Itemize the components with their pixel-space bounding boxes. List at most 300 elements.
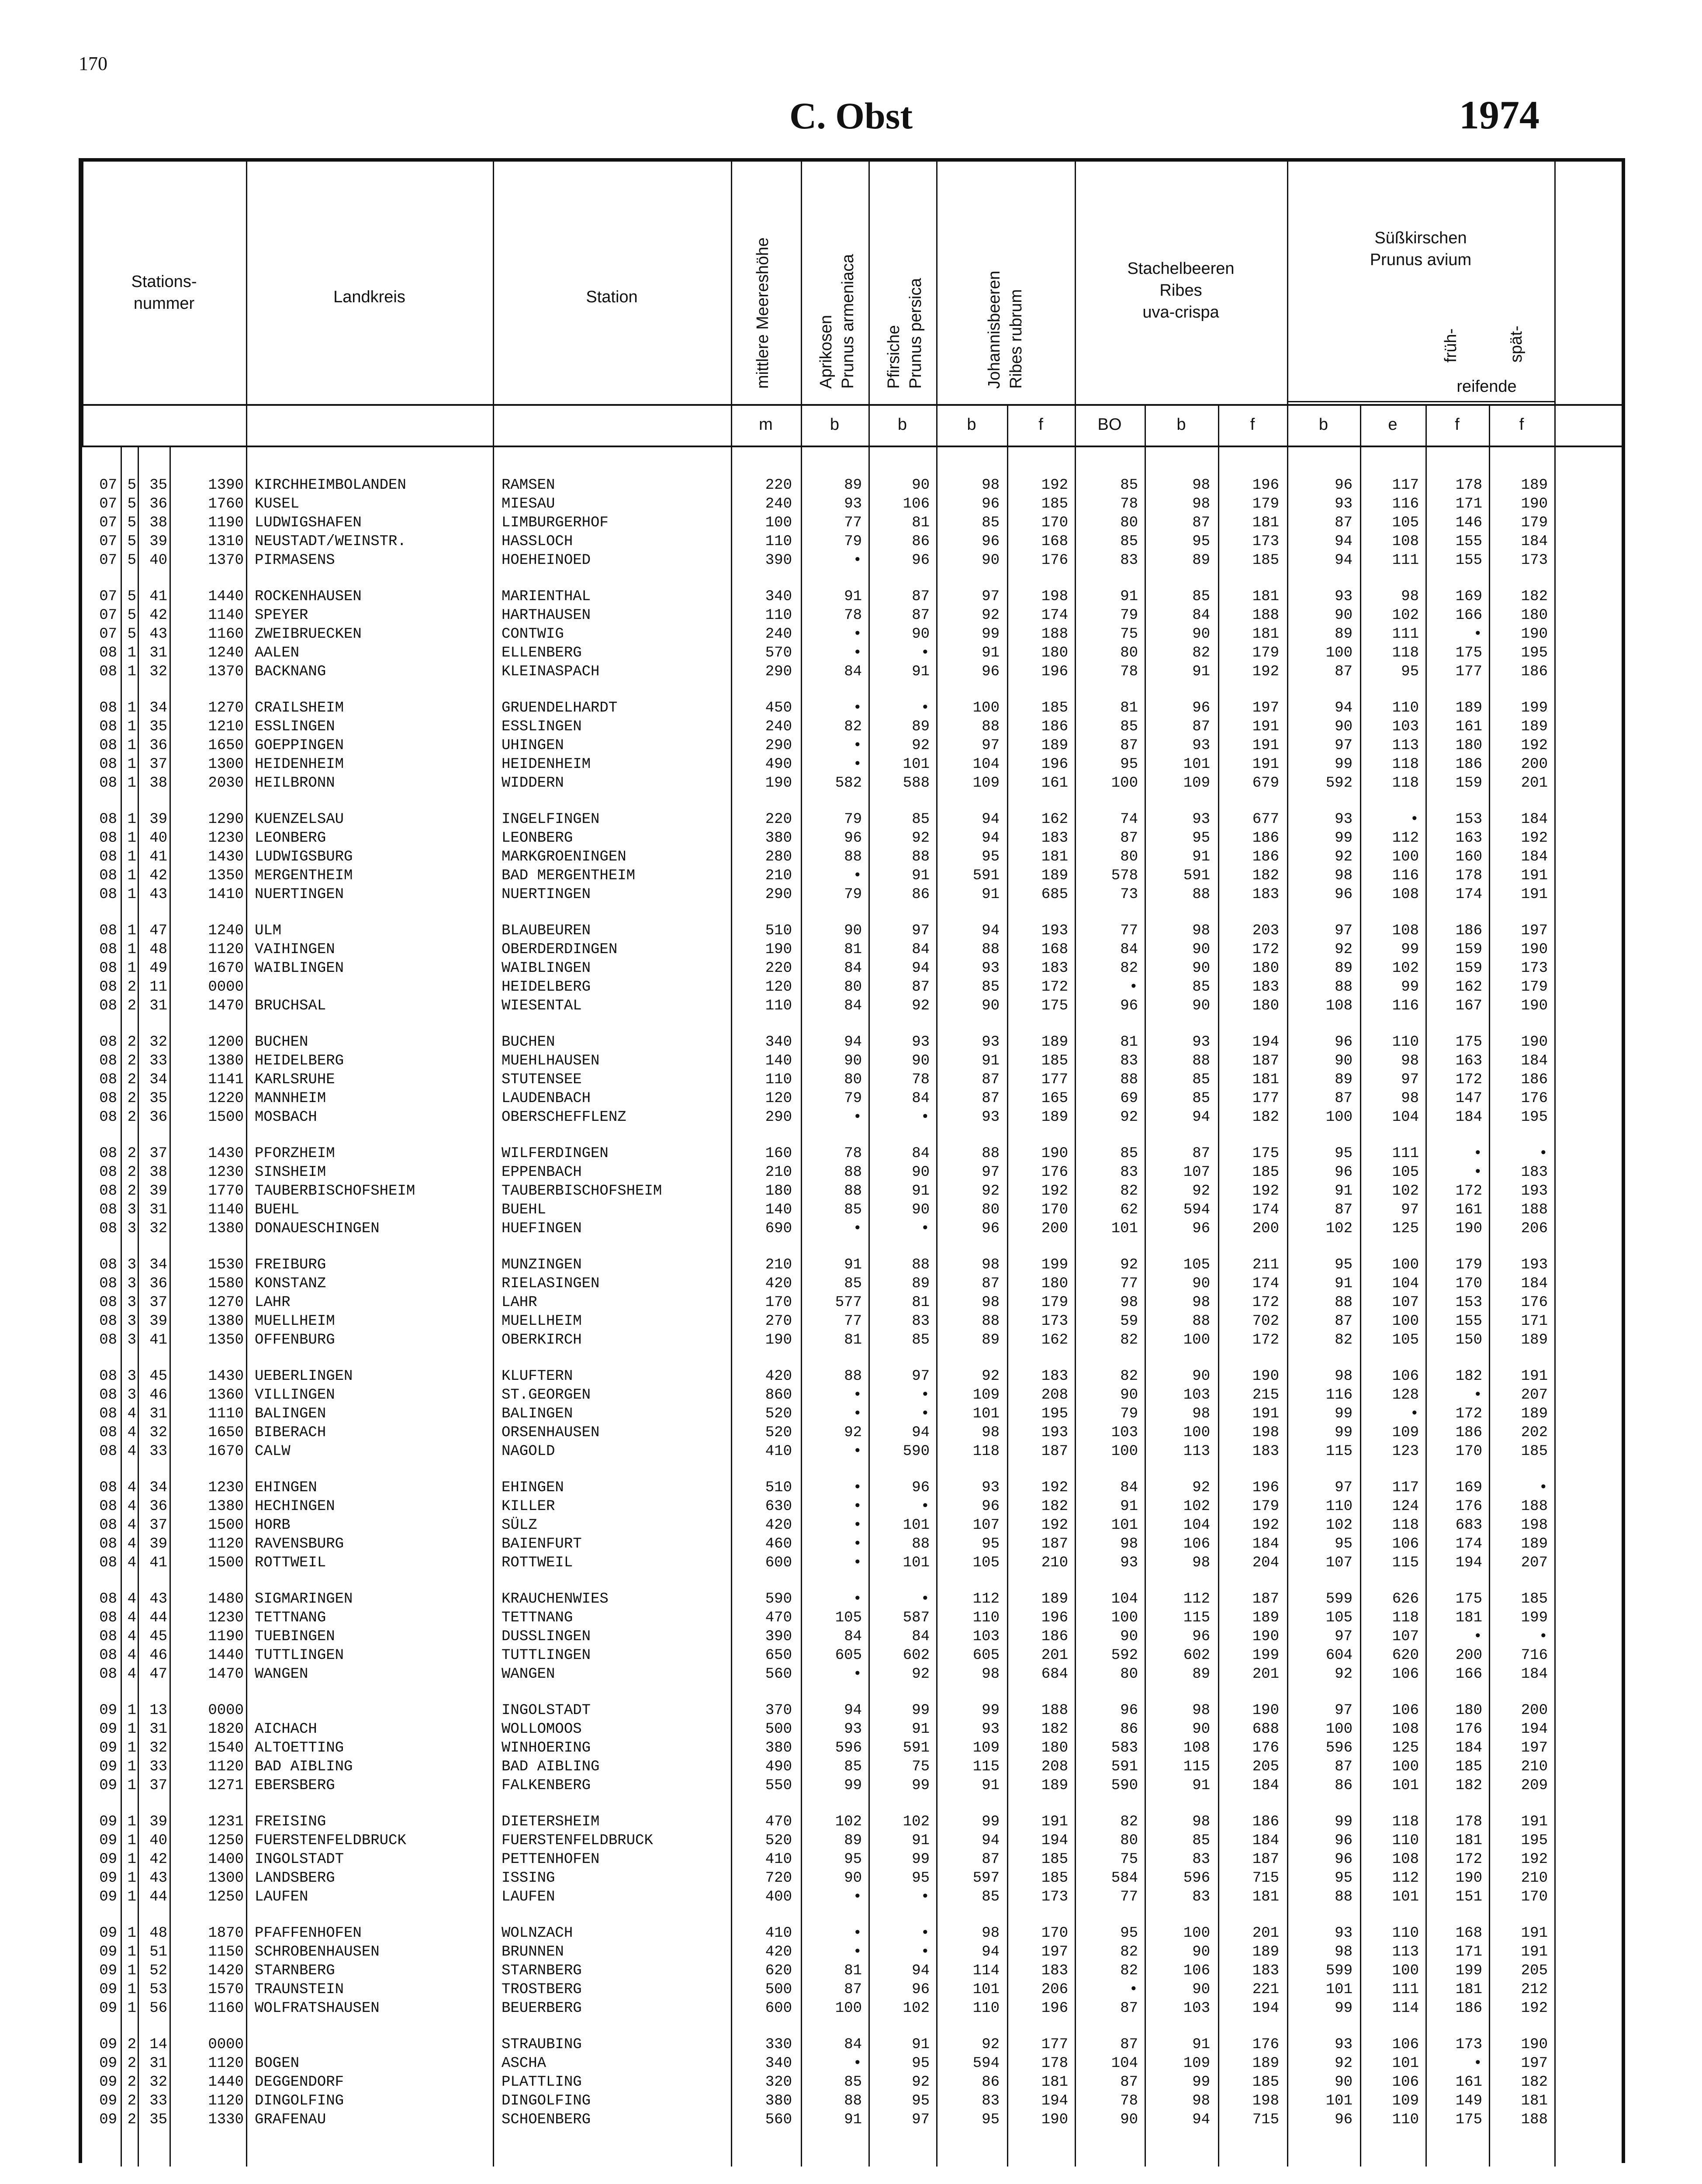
cell-aprikosen-b: • xyxy=(853,1944,862,1960)
cell-stachel-f: 184 xyxy=(1252,1832,1279,1849)
cell-stachel-f: 181 xyxy=(1252,1889,1279,1905)
cell-station: WOLNZACH xyxy=(502,1925,573,1942)
cell-stachel-bo: 85 xyxy=(1120,477,1138,494)
table-row xyxy=(82,2073,1622,2092)
cell-bezirk: 1 xyxy=(127,1702,136,1719)
cell-pfirsiche-b: 84 xyxy=(912,1628,930,1645)
cell-johannis-b: 87 xyxy=(982,1275,1000,1292)
cell-station: BUEHL xyxy=(502,1202,547,1218)
cell-land: 09 xyxy=(99,2000,117,2017)
cell-pfirsiche-b: 89 xyxy=(912,1275,930,1292)
cell-kreis: 37 xyxy=(149,756,167,773)
row-group xyxy=(82,810,1622,904)
cell-kirsch-b: 95 xyxy=(1335,1257,1353,1273)
cell-station: ESSLINGEN xyxy=(502,719,582,735)
cell-stachel-b: 104 xyxy=(1183,1517,1210,1534)
cell-johannis-b: 597 xyxy=(972,1870,1000,1887)
cell-nummer: 1870 xyxy=(208,1925,244,1942)
cell-bezirk: 1 xyxy=(127,830,136,847)
cell-johannis-b: 95 xyxy=(982,1536,1000,1552)
cell-johannis-b: 99 xyxy=(982,1702,1000,1719)
cell-stachel-f: 180 xyxy=(1252,960,1279,977)
cell-bezirk: 4 xyxy=(127,1555,136,1571)
cell-hoehe: 720 xyxy=(765,1870,792,1887)
cell-nummer: 1350 xyxy=(208,1332,244,1348)
cell-kreis: 44 xyxy=(149,1889,167,1905)
row-group xyxy=(82,1033,1622,1127)
cell-nummer: 1440 xyxy=(208,1647,244,1664)
cell-land: 07 xyxy=(99,626,117,643)
cell-johannis-b: 91 xyxy=(982,1777,1000,1794)
cell-kirsch-b: 116 xyxy=(1325,1387,1353,1403)
cell-aprikosen-b: 88 xyxy=(844,2093,862,2109)
cell-kirsch-spaet-f: 192 xyxy=(1521,830,1548,847)
cell-johannis-f: 183 xyxy=(1041,1963,1068,1979)
cell-kirsch-e: 111 xyxy=(1392,552,1419,569)
cell-kreis: 13 xyxy=(149,1702,167,1719)
cell-johannis-f: 183 xyxy=(1041,830,1068,847)
cell-nummer: 1140 xyxy=(208,607,244,624)
cell-kirsch-b: 87 xyxy=(1335,1759,1353,1775)
cell-pfirsiche-b: 90 xyxy=(912,1053,930,1069)
cell-land: 08 xyxy=(99,1443,117,1460)
cell-kirsch-spaet-f: 189 xyxy=(1521,1406,1548,1422)
table-row xyxy=(82,1516,1622,1535)
cell-kirsch-spaet-f: 189 xyxy=(1521,1332,1548,1348)
cell-kirsch-e: 116 xyxy=(1392,867,1419,884)
cell-stachel-b: 95 xyxy=(1192,830,1210,847)
cell-bezirk: 4 xyxy=(127,1610,136,1626)
cell-kreis: 32 xyxy=(149,1220,167,1237)
cell-kirsch-e: 106 xyxy=(1392,1368,1419,1385)
cell-kirsch-frueh-f: 181 xyxy=(1455,1610,1482,1626)
cell-kreis: 39 xyxy=(149,811,167,828)
table-row xyxy=(82,587,1622,606)
cell-kirsch-e: 102 xyxy=(1392,1183,1419,1199)
cell-kirsch-spaet-f: 195 xyxy=(1521,645,1548,661)
cell-land: 09 xyxy=(99,1740,117,1756)
cell-kirsch-spaet-f: 197 xyxy=(1521,1740,1548,1756)
cell-bezirk: 1 xyxy=(127,1832,136,1849)
cell-land: 09 xyxy=(99,1702,117,1719)
cell-kirsch-spaet-f: 184 xyxy=(1521,811,1548,828)
cell-stachel-b: 88 xyxy=(1192,886,1210,903)
cell-kirsch-spaet-f: • xyxy=(1539,1145,1548,1162)
cell-kreis: 11 xyxy=(149,979,167,995)
cell-stachel-b: 98 xyxy=(1192,1702,1210,1719)
cell-johannis-f: 196 xyxy=(1041,1610,1068,1626)
cell-landkreis: MOSBACH xyxy=(255,1109,317,1126)
table-row xyxy=(82,1758,1622,1776)
cell-nummer: 1370 xyxy=(208,552,244,569)
cell-kirsch-spaet-f: 195 xyxy=(1521,1832,1548,1849)
cell-johannis-b: 94 xyxy=(982,811,1000,828)
cell-johannis-f: 187 xyxy=(1041,1536,1068,1552)
cell-land: 09 xyxy=(99,2093,117,2109)
cell-stachel-f: 182 xyxy=(1252,1109,1279,1126)
cell-stachel-f: 688 xyxy=(1252,1721,1279,1738)
cell-stachel-b: 82 xyxy=(1192,645,1210,661)
cell-kirsch-spaet-f: 192 xyxy=(1521,2000,1548,2017)
cell-nummer: 1430 xyxy=(208,1368,244,1385)
cell-johannis-f: 196 xyxy=(1041,663,1068,680)
cell-pfirsiche-b: 94 xyxy=(912,1424,930,1441)
cell-aprikosen-b: • xyxy=(853,1109,862,1126)
cell-land: 09 xyxy=(99,1925,117,1942)
cell-nummer: 1310 xyxy=(208,533,244,550)
cell-bezirk: 4 xyxy=(127,1666,136,1683)
cell-pfirsiche-b: • xyxy=(920,1387,930,1403)
table-row xyxy=(82,1646,1622,1665)
cell-nummer: 0000 xyxy=(208,2036,244,2053)
cell-kreis: 38 xyxy=(149,775,167,791)
cell-station: WIESENTAL xyxy=(502,998,582,1014)
cell-stachel-b: 98 xyxy=(1192,923,1210,939)
cell-pfirsiche-b: 102 xyxy=(903,1814,930,1830)
cell-station: KRAUCHENWIES xyxy=(502,1591,609,1607)
row-group xyxy=(82,587,1622,681)
cell-stachel-bo: 104 xyxy=(1111,2055,1138,2072)
cell-johannis-b: 93 xyxy=(982,960,1000,977)
cell-kirsch-b: 96 xyxy=(1335,1034,1353,1051)
cell-nummer: 1160 xyxy=(208,626,244,643)
cell-station: ST.GEORGEN xyxy=(502,1387,591,1403)
cell-stachel-b: 106 xyxy=(1183,1963,1210,1979)
cell-bezirk: 2 xyxy=(127,1145,136,1162)
cell-land: 08 xyxy=(99,645,117,661)
cell-johannis-f: 196 xyxy=(1041,756,1068,773)
cell-aprikosen-b: 84 xyxy=(844,998,862,1014)
cell-kirsch-spaet-f: 212 xyxy=(1521,1981,1548,1998)
cell-nummer: 1380 xyxy=(208,1313,244,1330)
cell-station: MARIENTHAL xyxy=(502,588,591,605)
cell-bezirk: 3 xyxy=(127,1332,136,1348)
cell-aprikosen-b: 80 xyxy=(844,1071,862,1088)
cell-johannis-f: 182 xyxy=(1041,1721,1068,1738)
cell-johannis-b: 95 xyxy=(982,2111,1000,2128)
cell-kreis: 41 xyxy=(149,1555,167,1571)
cell-johannis-b: 93 xyxy=(982,1034,1000,1051)
cell-landkreis: HECHINGEN xyxy=(255,1498,335,1515)
cell-kirsch-e: 107 xyxy=(1392,1294,1419,1311)
cell-kirsch-b: 599 xyxy=(1325,1963,1353,1979)
cell-kirsch-e: 101 xyxy=(1392,1889,1419,1905)
cell-nummer: 1141 xyxy=(208,1071,244,1088)
cell-station: BLAUBEUREN xyxy=(502,923,591,939)
cell-hoehe: 470 xyxy=(765,1814,792,1830)
cell-pfirsiche-b: 90 xyxy=(912,1164,930,1181)
cell-nummer: 1820 xyxy=(208,1721,244,1738)
cell-kreis: 43 xyxy=(149,1591,167,1607)
cell-pfirsiche-b: 99 xyxy=(912,1851,930,1868)
cell-kirsch-b: 99 xyxy=(1335,830,1353,847)
cell-station: RIELASINGEN xyxy=(502,1275,600,1292)
cell-stachel-b: 103 xyxy=(1183,2000,1210,2017)
cell-stachel-bo: 88 xyxy=(1120,1071,1138,1088)
cell-johannis-b: 594 xyxy=(972,2055,1000,2072)
cell-pfirsiche-b: 96 xyxy=(912,1981,930,1998)
cell-johannis-b: 101 xyxy=(972,1406,1000,1422)
cell-hoehe: 270 xyxy=(765,1313,792,1330)
cell-kreis: 33 xyxy=(149,1053,167,1069)
cell-stachel-f: 192 xyxy=(1252,1183,1279,1199)
cell-stachel-b: 88 xyxy=(1192,1313,1210,1330)
cell-nummer: 1400 xyxy=(208,1851,244,1868)
cell-aprikosen-b: 84 xyxy=(844,1628,862,1645)
cell-kirsch-b: 107 xyxy=(1325,1555,1353,1571)
cell-kirsch-spaet-f: 190 xyxy=(1521,2036,1548,2053)
cell-kirsch-frueh-f: 184 xyxy=(1455,1109,1482,1126)
header-landkreis: Landkreis xyxy=(333,288,405,306)
cell-stachel-bo: 78 xyxy=(1120,663,1138,680)
cell-kreis: 34 xyxy=(149,1071,167,1088)
cell-pfirsiche-b: 91 xyxy=(912,663,930,680)
cell-station: WAIBLINGEN xyxy=(502,960,591,977)
cell-hoehe: 390 xyxy=(765,1628,792,1645)
cell-bezirk: 1 xyxy=(127,1889,136,1905)
cell-kirsch-e: 104 xyxy=(1392,1109,1419,1126)
cell-stachel-f: 189 xyxy=(1252,1610,1279,1626)
cell-kirsch-b: 108 xyxy=(1325,998,1353,1014)
cell-landkreis: WAIBLINGEN xyxy=(255,960,344,977)
cell-kreis: 32 xyxy=(149,1424,167,1441)
cell-stachel-f: 199 xyxy=(1252,1647,1279,1664)
cell-aprikosen-b: 100 xyxy=(835,2000,862,2017)
cell-station: ASCHA xyxy=(502,2055,547,2072)
cell-landkreis: FREIBURG xyxy=(255,1257,326,1273)
cell-aprikosen-b: 85 xyxy=(844,1275,862,1292)
cell-bezirk: 5 xyxy=(127,552,136,569)
cell-kirsch-e: 111 xyxy=(1392,626,1419,643)
cell-stachel-bo: 578 xyxy=(1111,867,1138,884)
cell-kirsch-b: 82 xyxy=(1335,1332,1353,1348)
cell-kirsch-frueh-f: 170 xyxy=(1455,1275,1482,1292)
cell-kirsch-frueh-f: 186 xyxy=(1455,1424,1482,1441)
cell-landkreis: LEONBERG xyxy=(255,830,326,847)
cell-johannis-f: 189 xyxy=(1041,1591,1068,1607)
table-row xyxy=(82,755,1622,774)
cell-johannis-f: 192 xyxy=(1041,1517,1068,1534)
cell-kirsch-spaet-f: 171 xyxy=(1521,1313,1548,1330)
table-row xyxy=(82,718,1622,736)
cell-johannis-b: 93 xyxy=(982,1721,1000,1738)
cell-kirsch-e: 101 xyxy=(1392,1777,1419,1794)
cell-station: BRUNNEN xyxy=(502,1944,564,1960)
cell-bezirk: 1 xyxy=(127,849,136,865)
cell-kirsch-frueh-f: 171 xyxy=(1455,496,1482,512)
cell-pfirsiche-b: 97 xyxy=(912,923,930,939)
cell-kirsch-spaet-f: 184 xyxy=(1521,1666,1548,1683)
header-aprikosen-2: Prunus armeniaca xyxy=(839,254,857,389)
cell-stachel-bo: 90 xyxy=(1120,2111,1138,2128)
row-group xyxy=(82,1479,1622,1572)
cell-nummer: 1230 xyxy=(208,830,244,847)
cell-stachel-f: 194 xyxy=(1252,1034,1279,1051)
cell-aprikosen-b: 90 xyxy=(844,1053,862,1069)
table-row xyxy=(82,1665,1622,1684)
cell-johannis-f: 196 xyxy=(1041,2000,1068,2017)
header-aprikosen-1: Aprikosen xyxy=(817,315,835,389)
cell-hoehe: 340 xyxy=(765,588,792,605)
cell-johannis-f: 176 xyxy=(1041,1164,1068,1181)
table-row xyxy=(82,1182,1622,1201)
cell-aprikosen-b: • xyxy=(853,1889,862,1905)
cell-land: 08 xyxy=(99,775,117,791)
cell-pfirsiche-b: 95 xyxy=(912,2055,930,2072)
cell-johannis-f: 178 xyxy=(1041,2055,1068,2072)
cell-landkreis: TRAUNSTEIN xyxy=(255,1981,344,1998)
cell-johannis-b: 110 xyxy=(972,2000,1000,2017)
cell-pfirsiche-b: 106 xyxy=(903,496,930,512)
table-row xyxy=(82,1832,1622,1850)
cell-hoehe: 190 xyxy=(765,1332,792,1348)
cell-station: MIESAU xyxy=(502,496,555,512)
cell-land: 08 xyxy=(99,1202,117,1218)
cell-nummer: 1500 xyxy=(208,1555,244,1571)
cell-johannis-b: 103 xyxy=(972,1628,1000,1645)
cell-stachel-bo: 86 xyxy=(1120,1721,1138,1738)
cell-station: CONTWIG xyxy=(502,626,564,643)
cell-stachel-b: 98 xyxy=(1192,1814,1210,1830)
cell-kirsch-spaet-f: 173 xyxy=(1521,960,1548,977)
cell-land: 09 xyxy=(99,2055,117,2072)
cell-land: 07 xyxy=(99,607,117,624)
cell-station: HEIDENHEIM xyxy=(502,756,591,773)
cell-kirsch-frueh-f: 176 xyxy=(1455,1721,1482,1738)
cell-kreis: 38 xyxy=(149,515,167,531)
table-row xyxy=(82,1999,1622,2018)
cell-stachel-b: 107 xyxy=(1183,1164,1210,1181)
cell-hoehe: 410 xyxy=(765,1443,792,1460)
table-row xyxy=(82,1609,1622,1628)
cell-stachel-b: 96 xyxy=(1192,1220,1210,1237)
cell-kirsch-spaet-f: 190 xyxy=(1521,626,1548,643)
table-header xyxy=(82,162,1622,406)
cell-nummer: 1190 xyxy=(208,1628,244,1645)
cell-landkreis: GRAFENAU xyxy=(255,2111,326,2128)
cell-nummer: 0000 xyxy=(208,979,244,995)
cell-stachel-bo: 101 xyxy=(1111,1517,1138,1534)
cell-land: 08 xyxy=(99,700,117,716)
cell-aprikosen-b: 102 xyxy=(835,1814,862,1830)
cell-kirsch-frueh-f: • xyxy=(1473,626,1482,643)
cell-kirsch-e: 108 xyxy=(1392,923,1419,939)
cell-kirsch-frueh-f: 169 xyxy=(1455,588,1482,605)
cell-hoehe: 420 xyxy=(765,1944,792,1960)
cell-pfirsiche-b: 81 xyxy=(912,515,930,531)
cell-stachel-bo: 62 xyxy=(1120,1202,1138,1218)
cell-stachel-b: 101 xyxy=(1183,756,1210,773)
cell-bezirk: 4 xyxy=(127,1479,136,1496)
cell-land: 07 xyxy=(99,496,117,512)
cell-stachel-f: 189 xyxy=(1252,1944,1279,1960)
cell-kirsch-frueh-f: 194 xyxy=(1455,1555,1482,1571)
cell-johannis-b: 91 xyxy=(982,1053,1000,1069)
cell-pfirsiche-b: 99 xyxy=(912,1702,930,1719)
cell-kirsch-frueh-f: 190 xyxy=(1455,1870,1482,1887)
cell-hoehe: 390 xyxy=(765,552,792,569)
cell-nummer: 1120 xyxy=(208,1536,244,1552)
cell-johannis-b: 89 xyxy=(982,1332,1000,1348)
cell-nummer: 1380 xyxy=(208,1220,244,1237)
cell-stachel-bo: 95 xyxy=(1120,756,1138,773)
cell-aprikosen-b: • xyxy=(853,1387,862,1403)
cell-kirsch-e: 97 xyxy=(1401,1202,1419,1218)
cell-land: 08 xyxy=(99,849,117,865)
cell-nummer: 1270 xyxy=(208,1294,244,1311)
cell-kreis: 53 xyxy=(149,1981,167,1998)
unit-kirsch-e: e xyxy=(1388,415,1398,434)
cell-station: BAIENFURT xyxy=(502,1536,582,1552)
cell-stachel-bo: 78 xyxy=(1120,2093,1138,2109)
cell-station: INGOLSTADT xyxy=(502,1702,591,1719)
cell-bezirk: 2 xyxy=(127,2111,136,2128)
cell-bezirk: 2 xyxy=(127,1109,136,1126)
cell-kirsch-spaet-f: 199 xyxy=(1521,1610,1548,1626)
cell-johannis-f: 197 xyxy=(1041,1944,1068,1960)
cell-hoehe: 190 xyxy=(765,775,792,791)
cell-hoehe: 160 xyxy=(765,1145,792,1162)
cell-stachel-f: 191 xyxy=(1252,737,1279,754)
cell-kirsch-e: 113 xyxy=(1392,1944,1419,1960)
cell-kirsch-b: 88 xyxy=(1335,1889,1353,1905)
cell-landkreis: TETTNANG xyxy=(255,1610,326,1626)
cell-aprikosen-b: 88 xyxy=(844,1183,862,1199)
cell-stachel-bo: 584 xyxy=(1111,1870,1138,1887)
cell-aprikosen-b: 90 xyxy=(844,1870,862,1887)
cell-aprikosen-b: 84 xyxy=(844,663,862,680)
cell-kirsch-spaet-f: 170 xyxy=(1521,1889,1548,1905)
cell-land: 09 xyxy=(99,1944,117,1960)
cell-stachel-b: 90 xyxy=(1192,1275,1210,1292)
table-row xyxy=(82,699,1622,718)
cell-hoehe: 560 xyxy=(765,1666,792,1683)
cell-hoehe: 650 xyxy=(765,1647,792,1664)
cell-nummer: 1380 xyxy=(208,1053,244,1069)
cell-stachel-f: 191 xyxy=(1252,719,1279,735)
cell-johannis-b: 96 xyxy=(982,533,1000,550)
cell-stachel-f: 198 xyxy=(1252,2093,1279,2109)
cell-kirsch-frueh-f: 159 xyxy=(1455,775,1482,791)
cell-kreis: 36 xyxy=(149,1109,167,1126)
cell-land: 09 xyxy=(99,1721,117,1738)
cell-pfirsiche-b: 90 xyxy=(912,626,930,643)
cell-aprikosen-b: • xyxy=(853,1406,862,1422)
cell-stachel-f: 177 xyxy=(1252,1090,1279,1107)
cell-kirsch-spaet-f: 192 xyxy=(1521,1851,1548,1868)
cell-kirsch-b: 592 xyxy=(1325,775,1353,791)
cell-land: 09 xyxy=(99,1832,117,1849)
cell-bezirk: 1 xyxy=(127,923,136,939)
cell-pfirsiche-b: 84 xyxy=(912,941,930,958)
cell-johannis-f: 193 xyxy=(1041,1424,1068,1441)
cell-johannis-f: 190 xyxy=(1041,1145,1068,1162)
cell-stachel-bo: 81 xyxy=(1120,1034,1138,1051)
cell-bezirk: 2 xyxy=(127,2093,136,2109)
cell-johannis-b: 591 xyxy=(972,867,1000,884)
cell-stachel-bo: 80 xyxy=(1120,645,1138,661)
cell-kirsch-e: 108 xyxy=(1392,886,1419,903)
cell-kirsch-b: 94 xyxy=(1335,700,1353,716)
cell-hoehe: 330 xyxy=(765,2036,792,2053)
table-row xyxy=(82,1256,1622,1275)
cell-nummer: 1270 xyxy=(208,700,244,716)
cell-aprikosen-b: 89 xyxy=(844,477,862,494)
cell-bezirk: 2 xyxy=(127,1090,136,1107)
cell-bezirk: 1 xyxy=(127,811,136,828)
cell-stachel-bo: • xyxy=(1129,1981,1138,1998)
cell-kirsch-e: 98 xyxy=(1401,588,1419,605)
